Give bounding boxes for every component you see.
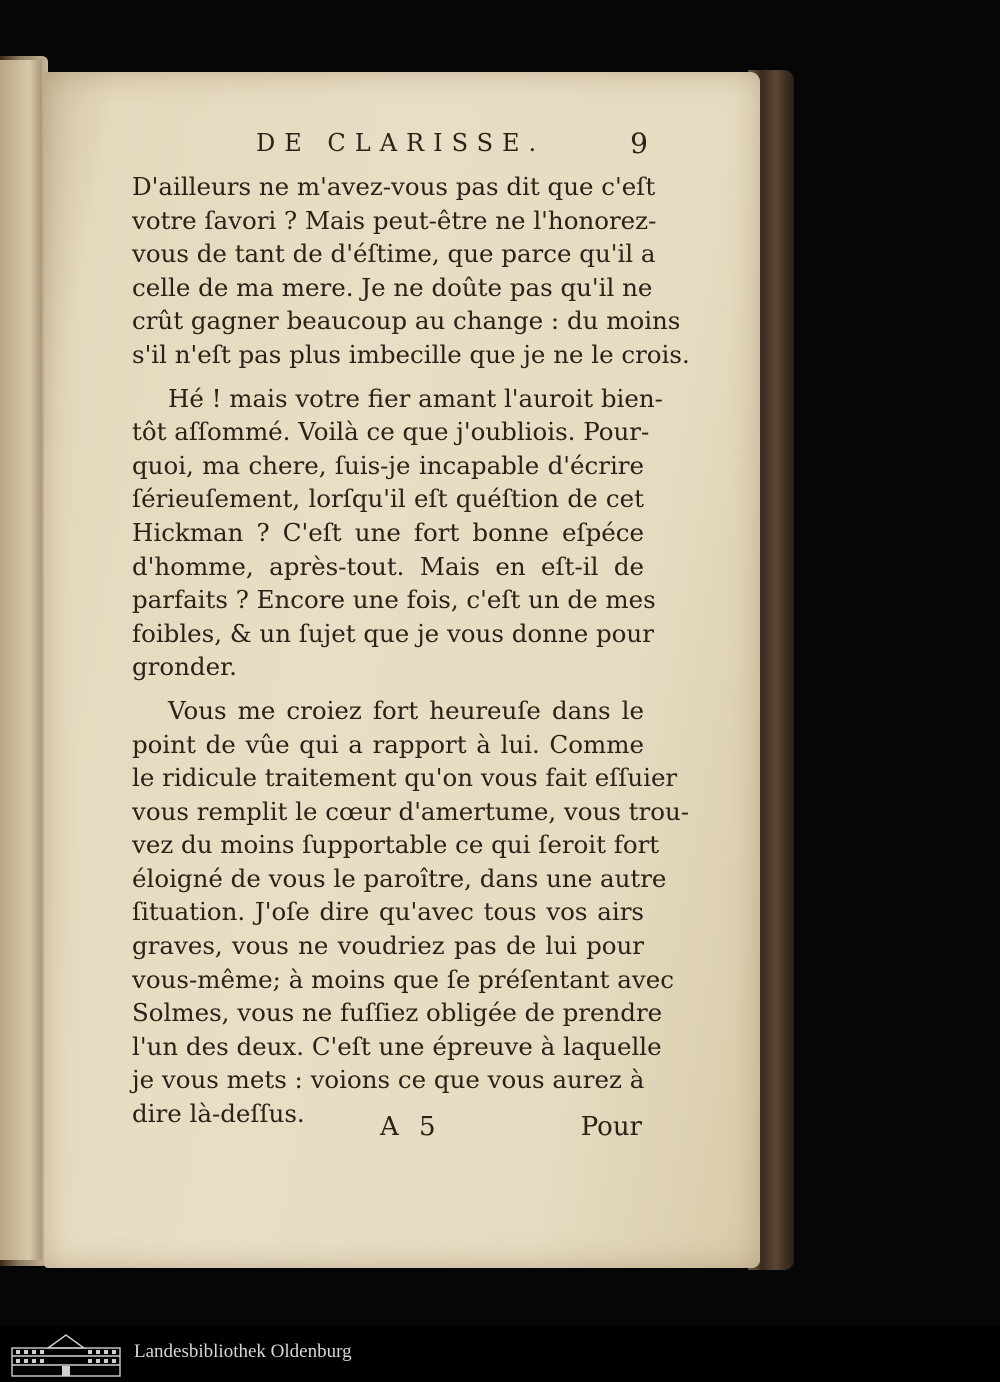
text-line: point de vûe qui a rapport à lui. Comme	[132, 729, 644, 759]
page-header	[256, 127, 648, 167]
text-line: ſérieuſement, lorſqu'il eſt quéſtion de cet	[132, 484, 644, 514]
text-line: dire là-deſſus.	[132, 1099, 305, 1129]
library-name: Landesbibliothek Oldenburg	[134, 1341, 352, 1362]
text-line: D'ailleurs ne m'avez-vous pas dit que c'eſt	[132, 172, 656, 201]
text-line: quoi, ma chere, ſuis-je incapable d'écrire	[132, 450, 644, 480]
page-number: 9	[630, 127, 648, 160]
text-line: s'il n'eſt pas plus imbecille que je ne le crois.	[132, 339, 690, 369]
text-line: parfaits ? Encore une fois, c'eſt un de mes	[132, 585, 656, 615]
running-head: DE CLARISSE.	[256, 129, 546, 157]
library-banner	[0, 1326, 1000, 1382]
text-line: vous remplit le cœur d'amertume, vous trou-	[132, 796, 690, 826]
text-line: votre ſavori ? Mais peut-être ne l'honorez-	[132, 205, 657, 235]
text-line: Hé ! mais votre fier amant l'auroit bien-	[168, 383, 663, 413]
text-line: d'homme, après-tout. Mais en eſt-il de	[132, 551, 644, 581]
text-line: vous-même; à moins que ſe préſentant avec	[132, 964, 674, 994]
body-text	[132, 170, 690, 1131]
paragraph-gap	[132, 372, 644, 382]
text-line: crût gagner beaucoup au change : du moins	[132, 306, 681, 336]
text-line: foibles, & un ſujet que je vous donne pour	[132, 618, 654, 648]
text-line: Hickman ? C'eſt une fort bonne eſpéce	[132, 517, 644, 547]
text-line: je vous mets : voions ce que vous aurez à	[132, 1065, 645, 1095]
text-line: éloigné de vous le paroître, dans une autre	[132, 863, 667, 893]
facing-page-edge	[0, 60, 42, 1260]
paragraph-gap	[132, 684, 644, 694]
text-line: celle de ma mere. Je ne doûte pas qu'il ne	[132, 272, 653, 302]
text-line: vous de tant de d'éſtime, que parce qu'il a	[132, 239, 656, 269]
text-line: le ridicule traitement qu'on vous fait eſſuier	[132, 763, 678, 793]
text-line: graves, vous ne voudriez pas de lui pour	[132, 931, 644, 961]
signature-mark: A 5	[380, 1112, 442, 1142]
text-line: Solmes, vous ne fuſſiez obligée de prendre	[132, 998, 663, 1028]
text-line: gronder.	[132, 652, 237, 682]
text-line: Vous me croiez fort heureuſe dans le	[168, 695, 644, 725]
catchword: Pour	[580, 1112, 642, 1142]
text-line: ſituation. J'oſe dire qu'avec tous vos airs	[132, 897, 644, 927]
page-footer	[380, 1112, 642, 1152]
text-line: tôt aſſommé. Voilà ce que j'oubliois. Pour-	[132, 417, 650, 447]
text-line: vez du moins ſupportable ce qui ſeroit fort	[132, 830, 660, 860]
text-line: l'un des deux. C'eſt une épreuve à laquelle	[132, 1031, 662, 1061]
library-building-logo	[10, 1332, 122, 1378]
